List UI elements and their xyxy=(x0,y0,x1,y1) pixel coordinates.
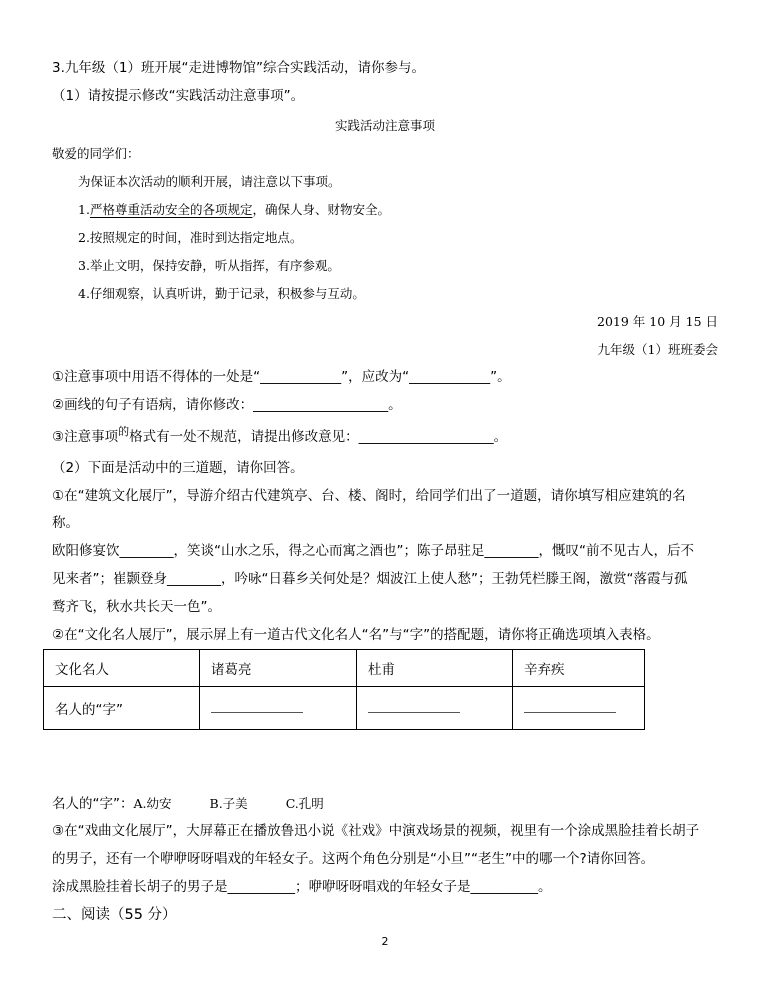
options-label: 名人的“字”： xyxy=(52,796,134,812)
answer-blank xyxy=(524,700,616,713)
notice-item-1 xyxy=(78,200,390,220)
question-3-title: 3.九年级（1）班开展“走进博物馆”综合实践活动，请你参与。 xyxy=(52,60,425,76)
question-c-inserted-char: 的 xyxy=(118,425,130,438)
table-header-cell: 文化名人 xyxy=(44,650,200,687)
table-row xyxy=(44,687,645,730)
part-1-line-4: 见来者”；崔颢登身________，吟咏“日暮乡关何处是？烟波江上使人愁”；王勃凭栏滕王阁，激赏“落霞与孤 xyxy=(52,571,688,587)
part-1-line-1: ①在“建筑文化展厅”，导游介绍古代建筑亭、台、楼、阁时，给同学们出了一道题，请你填写相应建筑的名 xyxy=(52,488,686,504)
notice-item-3: 3.举止文明，保持安静，听从指挥，有序参观。 xyxy=(78,258,340,273)
part-1-line-2: 称。 xyxy=(52,515,79,531)
options-line xyxy=(52,794,324,814)
table-row-label: 名人的“字” xyxy=(44,687,200,730)
notice-date: 2019 年 10 月 15 日 xyxy=(597,314,718,329)
question-c-part-1: ③注意事项 xyxy=(52,429,119,445)
part-3-line-1: ③在“戏曲文化展厅”，大屏幕正在播放鲁迅小说《社戏》中演戏场景的视频，视里有一个涂成黑脸挂着长胡子 xyxy=(52,823,700,839)
notice-signer: 九年级（1）班班委会 xyxy=(597,342,718,357)
notice-greeting: 敬爱的同学们： xyxy=(52,146,140,161)
notice-heading: 实践活动注意事项 xyxy=(334,118,435,133)
table-row xyxy=(44,650,645,687)
table-header-cell: 诸葛亮 xyxy=(200,650,357,687)
part-2-line-1: ②在“文化名人展厅”，展示屏上有一道古代文化名人“名”与“字”的搭配题，请你将正确选项填入表格。 xyxy=(52,627,660,643)
notice-intro: 为保证本次活动的顺利开展，请注意以下事项。 xyxy=(78,174,341,189)
names-table xyxy=(43,649,645,730)
question-a: ①注意事项中用语不得体的一处是“____________”，应改为“____________”。 xyxy=(52,369,511,385)
underlined-sentence: 严格尊重活动安全的各项规定 xyxy=(89,202,253,217)
answer-cell[interactable] xyxy=(357,687,513,730)
option-a: A.幼安 xyxy=(133,796,172,811)
part-3-line-2: 的男子，还有一个咿咿呀呀唱戏的年轻女子。这两个角色分别是“小旦”“老生”中的哪一个?请你回答。 xyxy=(52,851,655,867)
answer-blank xyxy=(368,700,460,713)
answer-cell[interactable] xyxy=(513,687,645,730)
part-3-line-3: 涂成黑脸挂着长胡子的男子是__________；咿咿呀呀唱戏的年轻女子是__________。 xyxy=(52,879,552,895)
item-1-rest: ，确保人身、财物安全。 xyxy=(252,202,390,217)
question-c xyxy=(52,427,507,448)
option-b: B.子美 xyxy=(209,796,248,811)
option-c: C.孔明 xyxy=(285,796,324,811)
page-number: 2 xyxy=(381,935,389,948)
item-1-number: 1. xyxy=(78,202,90,217)
section-2-heading: 二、阅读（55 分） xyxy=(52,907,177,923)
answer-blank xyxy=(211,700,303,713)
notice-item-4: 4.仔细观察，认真听讲，勤于记录，积极参与互动。 xyxy=(78,286,365,301)
sub-question-2: （2）下面是活动中的三道题，请你回答。 xyxy=(52,460,304,476)
table-header-cell: 辛弃疾 xyxy=(513,650,645,687)
question-c-part-2: 格式有一处不规范，请提出修改意见：____________________。 xyxy=(129,429,508,445)
answer-cell[interactable] xyxy=(200,687,357,730)
sub-question-1: （1）请按提示修改“实践活动注意事项”。 xyxy=(52,88,305,104)
notice-item-2: 2.按照规定的时间，准时到达指定地点。 xyxy=(78,230,303,245)
question-b: ②画线的句子有语病，请你修改：____________________。 xyxy=(52,397,402,413)
part-1-line-5: 鹜齐飞，秋水共长天一色”。 xyxy=(52,599,221,615)
part-1-line-3: 欧阳修宴饮________，笑谈“山水之乐，得之心而寓之酒也”；陈子昂驻足________，慨叹“前不见古人，后不 xyxy=(52,543,694,559)
table-header-cell: 杜甫 xyxy=(357,650,513,687)
